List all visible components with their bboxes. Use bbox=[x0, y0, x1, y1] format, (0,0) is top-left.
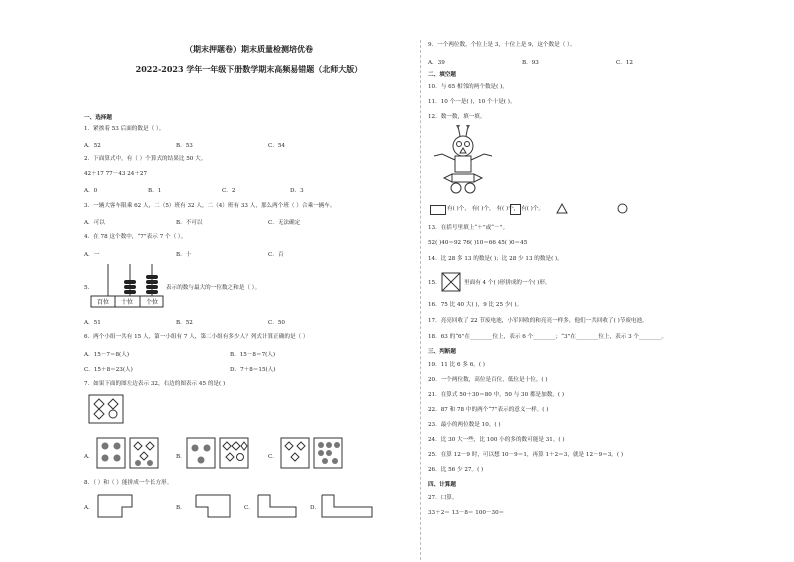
q2-option-c: C．2 bbox=[222, 188, 236, 194]
q9-option-c: C．12 bbox=[616, 60, 633, 66]
question-5-text: 表示的数与最大的一位数之和是（ ）。 bbox=[166, 285, 261, 291]
q15-square-figure bbox=[441, 272, 461, 292]
question-26: 26．比 56 少 27。( ) bbox=[428, 467, 484, 473]
q7-option-b: B． bbox=[176, 454, 186, 460]
question-6: 6．两个小组一共有 15 人，第一小组有 7 人，第二小组有多少人？列式计算正确的是（ ） bbox=[84, 334, 309, 340]
q5-option-c: C．50 bbox=[268, 320, 285, 326]
question-5-number: 5． bbox=[84, 285, 94, 291]
question-1: 1．紧挨着 53 后面的数是（ ）。 bbox=[84, 126, 165, 132]
q6-option-b: B．15－8＝7(人) bbox=[230, 352, 276, 358]
q1-option-a: A．52 bbox=[84, 143, 101, 149]
abacus-label-ones: 个位 bbox=[145, 299, 159, 306]
q9-option-a: A．39 bbox=[428, 60, 445, 66]
q7-option-c: C． bbox=[268, 454, 278, 460]
q6-option-a: A．15－7＝8(人) bbox=[84, 352, 130, 358]
q7-reference-figure bbox=[88, 394, 124, 424]
q12-shape-counts: 有( )个， 有( )个， 有( )个， 有( )个。 bbox=[447, 206, 545, 212]
question-12: 12．数一数，填一填。 bbox=[428, 114, 486, 120]
q5-option-b: B．52 bbox=[176, 320, 193, 326]
q2-expressions: 42＋17 77－43 24＋27 bbox=[84, 171, 148, 177]
q3-option-c: C．无法确定 bbox=[268, 220, 301, 226]
question-17: 17．亮亮回收了 22 节废电池，小军回收的和亮亮一样多，他们一共回收了( )节废电池。 bbox=[428, 318, 648, 324]
circle-shape bbox=[617, 203, 628, 214]
question-10: 10．与 65 相邻的两个数是( )。 bbox=[428, 84, 508, 90]
q7-option-a: A． bbox=[84, 454, 94, 460]
q27-expressions: 33＋2＝ 13－8＝ 100－30＝ bbox=[428, 510, 505, 516]
q8-option-d-shape bbox=[320, 493, 376, 519]
q2-option-b: B．1 bbox=[148, 188, 162, 194]
q6-option-d: D．7＋8＝15(人) bbox=[230, 367, 276, 373]
q2-option-a: A．0 bbox=[84, 188, 98, 194]
question-2: 2．下面算式中，有（ ）个算式的结果比 50 大。 bbox=[84, 156, 207, 162]
question-27: 27．口算。 bbox=[428, 495, 458, 501]
question-15-text: 里面有 4 个( )形拼成的一个( )形。 bbox=[464, 280, 551, 286]
question-16: 16．75 比 40 大( )，9 比 25 少( )。 bbox=[428, 302, 523, 308]
q3-option-a: A．可以 bbox=[84, 220, 105, 226]
q7-option-a-figure bbox=[96, 436, 160, 470]
triangle-shape bbox=[556, 203, 568, 214]
exam-title: （期末押题卷）期末质量检测培优卷 bbox=[185, 44, 313, 54]
q9-option-b: B．93 bbox=[522, 60, 539, 66]
q1-option-c: C．54 bbox=[268, 143, 285, 149]
question-20: 20．一个两位数，高位是百位，低位是十位。( ) bbox=[428, 377, 548, 383]
q13-expressions: 52( )40＝92 76( )10＝66 45( )0＝45 bbox=[428, 240, 528, 246]
question-23: 23．最小的两位数是 10。( ) bbox=[428, 422, 501, 428]
question-9: 9．一个两位数，个位上是 3，十位上是 9，这个数是（ ）。 bbox=[428, 42, 576, 48]
abacus-figure bbox=[90, 262, 166, 308]
q8-option-c: C． bbox=[244, 505, 254, 511]
question-18: 18．63 的“6”在________位上，表示 6 个________；“3”在________位上，表示 3 个________。 bbox=[428, 334, 667, 340]
section-judge-heading: 三、判断题 bbox=[428, 349, 456, 355]
section-fill-heading: 二、填空题 bbox=[428, 72, 456, 78]
question-21: 21．在算式 50＋30＝80 中，50 与 30 都是加数。( ) bbox=[428, 392, 565, 398]
q8-option-d: D． bbox=[310, 505, 321, 511]
question-3: 3．一辆大客车限乘 62 人，二（5）班有 32 人，二（4）班有 33 人，那么两个班（ ）合乘一辆车。 bbox=[84, 203, 336, 209]
q2-option-d: D．3 bbox=[290, 188, 304, 194]
question-14: 14．比 28 多 13 的数是( )；比 28 少 13 的数是( )。 bbox=[428, 256, 563, 262]
abacus-label-hundreds: 百位 bbox=[96, 299, 110, 306]
question-25: 25．在算 12－9 时，可以想 10－9＝1，再算 1＋2＝3，就是 12－9＝3。( ) bbox=[428, 452, 624, 458]
rectangle-shape bbox=[430, 205, 446, 215]
question-8: 8．（ ）和（ ）能拼成一个长方形。 bbox=[84, 480, 173, 486]
question-24: 24．比 30 大一些，比 100 小的多的数可能是 31。( ) bbox=[428, 437, 565, 443]
q8-option-b-shape bbox=[186, 493, 236, 519]
q5-option-a: A．51 bbox=[84, 320, 101, 326]
q8-option-b: B． bbox=[176, 505, 186, 511]
question-4: 4．在 78 这个数中，“7”表示 7 个（ ）。 bbox=[84, 234, 187, 240]
question-13: 13．在括号里填上“＋”或“－”。 bbox=[428, 225, 509, 231]
question-7: 7．如果下面的图左边表示 32，右边的图表示 45 的是( ) bbox=[84, 381, 226, 387]
section-choice-heading: 一、选择题 bbox=[84, 115, 112, 121]
q8-option-a: A． bbox=[84, 505, 94, 511]
question-15-number: 15． bbox=[428, 280, 441, 286]
q7-option-c-figure bbox=[280, 436, 344, 470]
section-calc-heading: 四、计算题 bbox=[428, 482, 456, 488]
q1-option-b: B．53 bbox=[176, 143, 193, 149]
column-divider bbox=[420, 40, 421, 560]
q4-option-b: B．十 bbox=[176, 252, 192, 258]
q8-option-c-shape bbox=[256, 493, 306, 519]
q7-option-b-figure bbox=[186, 436, 250, 470]
q4-option-a: A．一 bbox=[84, 252, 100, 258]
question-11: 11．10 个一是( )，10 个十是( )。 bbox=[428, 99, 516, 105]
robot-figure bbox=[432, 124, 494, 198]
q6-option-c: C．15＋8＝23(人) bbox=[84, 367, 133, 373]
question-19: 19．11 比 6 多 6。( ) bbox=[428, 362, 485, 368]
q8-option-a-shape bbox=[96, 493, 146, 519]
exam-subtitle: 2022-2023 学年一年级下册数学期末高频易错题（北师大版） bbox=[135, 64, 363, 74]
q4-option-c: C．百 bbox=[268, 252, 284, 258]
q3-option-b: B．不可以 bbox=[176, 220, 203, 226]
question-22: 22．87 和 78 中的两个“7”表示的意义一样。( ) bbox=[428, 407, 549, 413]
abacus-label-tens: 十位 bbox=[120, 299, 134, 306]
